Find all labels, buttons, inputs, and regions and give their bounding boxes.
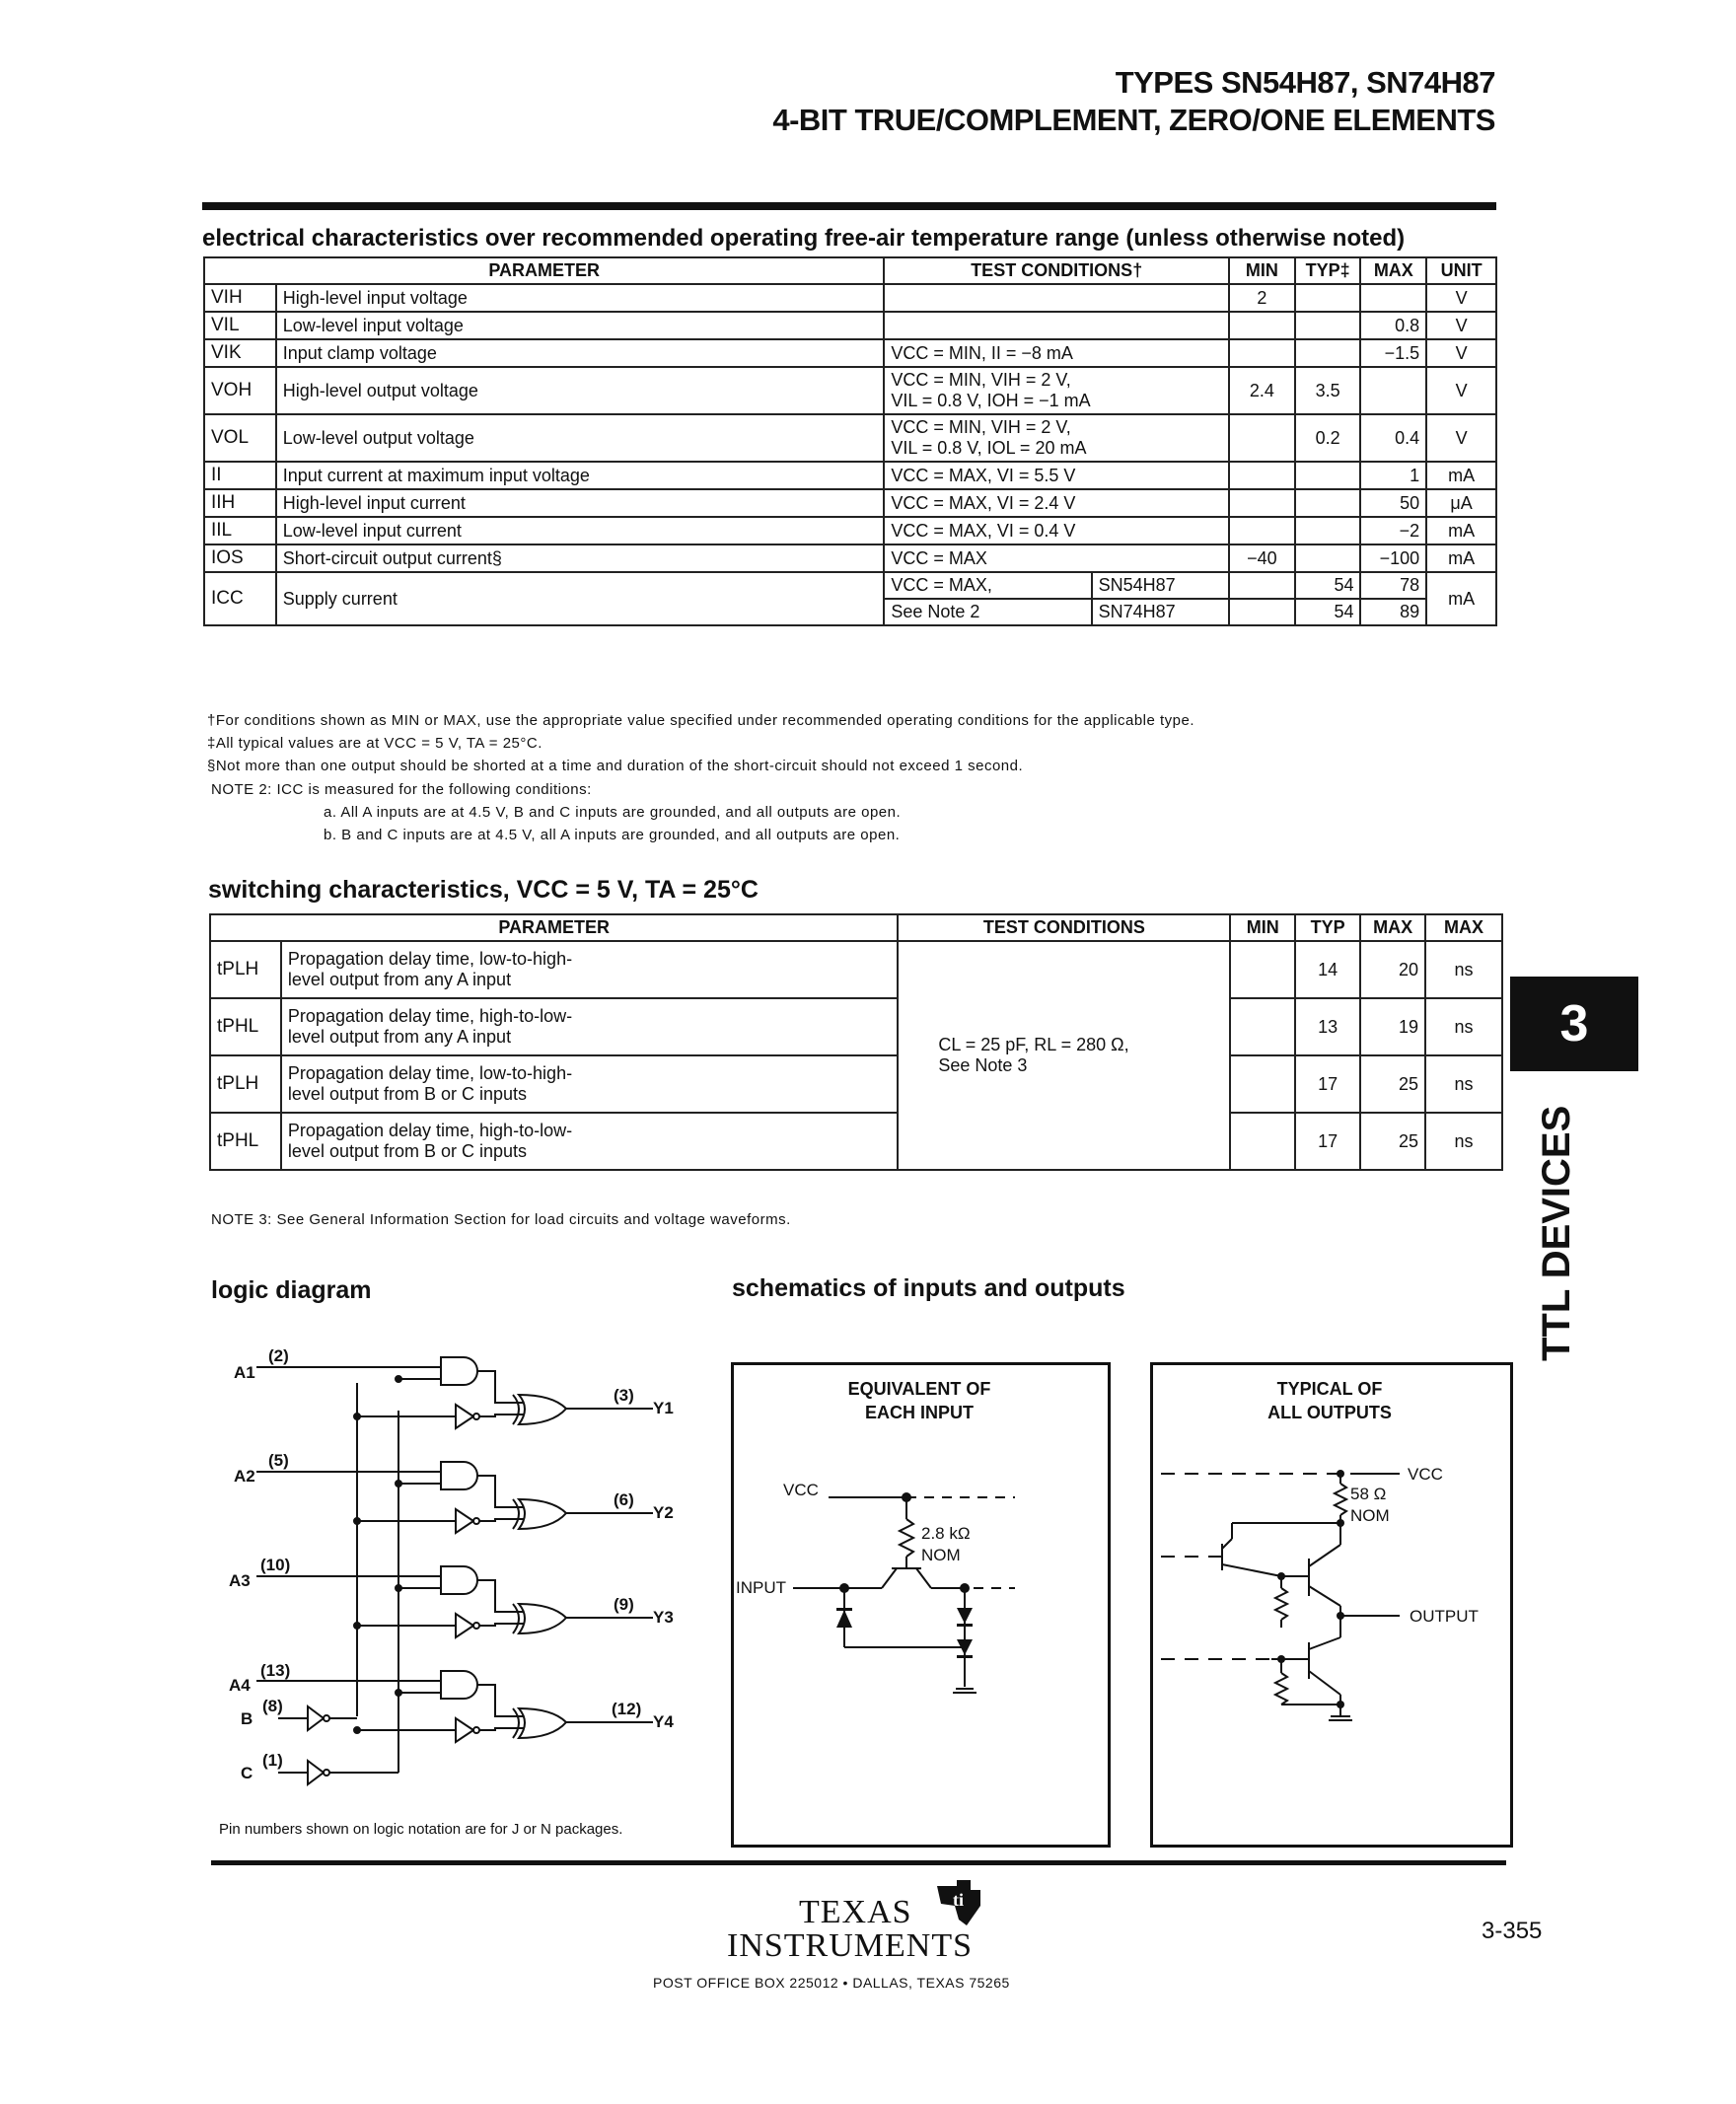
input-label-a3: A3 — [229, 1571, 251, 1590]
max-value: −1.5 — [1360, 339, 1426, 367]
input-pin-a1: (2) — [268, 1346, 289, 1365]
test-conditions — [884, 414, 1229, 462]
min-value — [1229, 462, 1295, 489]
param-description: Low-level input voltage — [276, 312, 885, 339]
footnote-2: ‡All typical values are at VCC = 5 V, TA = 25°C. — [207, 735, 542, 752]
section-label: TTL DEVICES — [1535, 1105, 1578, 1361]
bit-4-logic — [256, 1671, 653, 1742]
output-label-y1: Y1 — [653, 1399, 674, 1417]
param-description: High-level input voltage — [276, 284, 885, 312]
param-symbol: tPHL — [210, 998, 281, 1055]
and-gate — [441, 1357, 477, 1385]
input-label-a1: A1 — [234, 1363, 255, 1382]
unit-value: V — [1426, 367, 1496, 414]
typ-value: 3.5 — [1295, 367, 1361, 414]
inverter — [456, 1614, 473, 1637]
switching-title: switching characteristics, VCC = 5 V, TA = 25°C — [208, 876, 759, 904]
param-description: Input clamp voltage — [276, 339, 885, 367]
svg-text:ti: ti — [953, 1890, 964, 1910]
input-input-label: INPUT — [736, 1578, 786, 1597]
switching-row — [210, 1055, 1502, 1113]
col-unit: UNIT — [1426, 257, 1496, 284]
param-symbol: II — [204, 462, 276, 489]
max-value: −100 — [1360, 544, 1426, 572]
typ-value — [1295, 339, 1361, 367]
col-parameter: PARAMETER — [204, 257, 884, 284]
header-line1: TYPES SN54H87, SN74H87 — [1115, 65, 1495, 100]
param-description — [281, 1055, 898, 1113]
input-pin-a2: (5) — [268, 1451, 289, 1470]
xor-gate — [519, 1604, 566, 1633]
sw-col-typ: TYP — [1295, 914, 1360, 941]
max-value: −2 — [1360, 517, 1426, 544]
typ-value: 17 — [1295, 1055, 1360, 1113]
footnote-note2a: a. All A inputs are at 4.5 V, B and C inputs are grounded, and all outputs are open. — [324, 804, 902, 821]
electrical-row — [204, 414, 1496, 462]
bit-2-logic — [256, 1462, 653, 1533]
test-line-2: VIL = 0.8 V, IOH = −1 mA — [891, 391, 1091, 410]
min-value — [1229, 517, 1295, 544]
brand-line2: INSTRUMENTS — [727, 1927, 974, 1964]
sw-test-line-2: See Note 3 — [938, 1055, 1028, 1075]
typ-value: 54 — [1295, 572, 1361, 599]
param-description: Low-level output voltage — [276, 414, 885, 462]
min-value — [1230, 998, 1295, 1055]
footnote-1: †For conditions shown as MIN or MAX, use the appropriate value specified under recommended operating conditions for the applicable type. — [207, 712, 1195, 729]
typ-value: 54 — [1295, 599, 1361, 625]
input-pin-c: (1) — [262, 1751, 283, 1770]
buffer-c — [308, 1761, 329, 1784]
test-line-1: VCC = MIN, VIH = 2 V, — [891, 370, 1071, 390]
param-symbol: VOH — [204, 367, 276, 414]
page-number: 3-355 — [1482, 1918, 1543, 1944]
inverter — [456, 1718, 473, 1742]
param-description: High-level input current — [276, 489, 885, 517]
col-typ: TYP‡ — [1295, 257, 1361, 284]
bit-1-logic — [256, 1357, 653, 1428]
min-value: 2.4 — [1229, 367, 1295, 414]
sw-col-min: MIN — [1230, 914, 1295, 941]
switching-header-row — [210, 914, 1502, 941]
inverter — [456, 1405, 473, 1428]
param-symbol: VIL — [204, 312, 276, 339]
typ-value — [1295, 312, 1361, 339]
desc-line-2: level output from B or C inputs — [287, 1084, 528, 1104]
input-label-b: B — [241, 1709, 253, 1728]
input-pin-a4: (13) — [260, 1661, 291, 1680]
typ-value: 13 — [1295, 998, 1360, 1055]
and-gate — [441, 1462, 477, 1489]
unit-value: V — [1426, 284, 1496, 312]
logic-diagram — [219, 1332, 732, 1795]
unit-value: ns — [1425, 941, 1502, 998]
param-symbol: IOS — [204, 544, 276, 572]
param-description: Short-circuit output current§ — [276, 544, 885, 572]
input-pin-b: (8) — [262, 1697, 283, 1715]
max-value: 20 — [1360, 941, 1425, 998]
unit-value: mA — [1426, 572, 1496, 625]
input-schematic — [734, 1460, 1105, 1716]
logic-title: logic diagram — [211, 1276, 372, 1304]
output-vcc-label: VCC — [1408, 1465, 1443, 1484]
test-line-1: VCC = MAX, VI = 5.5 V — [891, 465, 1076, 485]
test-line-1: VCC = MIN, II = −8 mA — [891, 342, 1073, 363]
footer-address: POST OFFICE BOX 225012 • DALLAS, TEXAS 75265 — [653, 1975, 1010, 1991]
param-symbol: tPLH — [210, 941, 281, 998]
schematics-title: schematics of inputs and outputs — [732, 1274, 1125, 1302]
top-rule — [202, 202, 1496, 210]
xor-gate — [519, 1708, 566, 1738]
switching-row — [210, 998, 1502, 1055]
output-res-label: 58 Ω — [1350, 1485, 1387, 1503]
desc-line-1: Propagation delay time, low-to-high- — [287, 1063, 573, 1083]
param-description — [281, 941, 898, 998]
bottom-rule — [211, 1860, 1506, 1865]
xor-gate — [519, 1395, 566, 1424]
output-pin-y4: (12) — [612, 1700, 642, 1718]
min-value — [1230, 941, 1295, 998]
max-value — [1360, 367, 1426, 414]
bit-3-logic — [256, 1566, 653, 1637]
min-value — [1229, 312, 1295, 339]
min-value — [1230, 1055, 1295, 1113]
output-box-title1: TYPICAL OF — [1276, 1379, 1383, 1399]
typ-value — [1295, 462, 1361, 489]
unit-value: ns — [1425, 998, 1502, 1055]
test-conditions — [884, 284, 1229, 312]
typ-value — [1295, 517, 1361, 544]
desc-line-1: Propagation delay time, low-to-high- — [287, 949, 573, 969]
output-output-label: OUTPUT — [1410, 1607, 1479, 1626]
electrical-row — [204, 517, 1496, 544]
unit-value: mA — [1426, 517, 1496, 544]
param-symbol: VIK — [204, 339, 276, 367]
desc-line-1: Propagation delay time, high-to-low- — [287, 1121, 573, 1140]
param-description: High-level output voltage — [276, 367, 885, 414]
output-pin-y2: (6) — [614, 1490, 634, 1509]
test-line-1: VCC = MAX, VI = 2.4 V — [891, 492, 1076, 513]
electrical-row — [204, 339, 1496, 367]
min-value — [1229, 599, 1295, 625]
col-test-conditions: TEST CONDITIONS† — [884, 257, 1229, 284]
test-line-1: VCC = MAX, — [884, 572, 1091, 599]
buffer-b — [308, 1706, 329, 1730]
max-value: 50 — [1360, 489, 1426, 517]
output-pin-y3: (9) — [614, 1595, 634, 1614]
device-sn74: SN74H87 — [1092, 599, 1229, 625]
sw-col-test: TEST CONDITIONS — [898, 914, 1230, 941]
typ-value: 0.2 — [1295, 414, 1361, 462]
min-value — [1229, 572, 1295, 599]
unit-value: V — [1426, 339, 1496, 367]
min-value: 2 — [1229, 284, 1295, 312]
output-schematic — [1153, 1450, 1506, 1746]
typ-value — [1295, 544, 1361, 572]
note-3: NOTE 3: See General Information Section for load circuits and voltage waveforms. — [211, 1211, 791, 1228]
brand-line1: TEXAS — [799, 1894, 912, 1930]
unit-value: μA — [1426, 489, 1496, 517]
input-label-a2: A2 — [234, 1467, 255, 1486]
param-symbol: VIH — [204, 284, 276, 312]
input-box-title2: EACH INPUT — [864, 1403, 974, 1422]
typ-value: 14 — [1295, 941, 1360, 998]
electrical-row — [204, 544, 1496, 572]
param-description — [281, 998, 898, 1055]
test-line-1: VCC = MAX — [891, 547, 987, 568]
desc-line-1: Propagation delay time, high-to-low- — [287, 1006, 573, 1026]
test-conditions — [884, 339, 1229, 367]
max-value: 89 — [1360, 599, 1426, 625]
max-value: 25 — [1360, 1055, 1425, 1113]
desc-line-2: level output from B or C inputs — [287, 1141, 528, 1161]
unit-value: mA — [1426, 544, 1496, 572]
param-symbol: IIH — [204, 489, 276, 517]
footnote-3: §Not more than one output should be shorted at a time and duration of the short-circuit should not exceed 1 second. — [207, 758, 1024, 774]
xor-gate — [519, 1499, 566, 1529]
max-value: 25 — [1360, 1113, 1425, 1170]
param-symbol: VOL — [204, 414, 276, 462]
test-conditions — [884, 517, 1229, 544]
device-sn54: SN54H87 — [1092, 572, 1229, 599]
input-pin-a3: (10) — [260, 1556, 291, 1574]
input-nom-label: NOM — [921, 1546, 961, 1564]
output-nom-label: NOM — [1350, 1506, 1390, 1525]
unit-value: ns — [1425, 1113, 1502, 1170]
typ-value — [1295, 284, 1361, 312]
param-symbol: tPLH — [210, 1055, 281, 1113]
param-symbol: ICC — [204, 572, 276, 625]
unit-value: mA — [1426, 462, 1496, 489]
max-value: 19 — [1360, 998, 1425, 1055]
and-gate — [441, 1566, 477, 1594]
and-gate — [441, 1671, 477, 1699]
unit-value: V — [1426, 414, 1496, 462]
col-min: MIN — [1229, 257, 1295, 284]
param-description: Input current at maximum input voltage — [276, 462, 885, 489]
section-tab: 3 — [1510, 977, 1638, 1071]
inverter — [456, 1509, 473, 1533]
switching-test-conditions — [898, 941, 1230, 1170]
min-value — [1229, 414, 1295, 462]
max-value: 78 — [1360, 572, 1426, 599]
desc-line-2: level output from any A input — [287, 1027, 512, 1047]
param-description: Low-level input current — [276, 517, 885, 544]
test-conditions — [884, 367, 1229, 414]
desc-line-2: level output from any A input — [287, 970, 512, 989]
min-value — [1229, 339, 1295, 367]
min-value — [1229, 489, 1295, 517]
max-value — [1360, 284, 1426, 312]
input-label-a4: A4 — [229, 1676, 251, 1695]
test-conditions — [884, 462, 1229, 489]
input-res-label: 2.8 kΩ — [921, 1524, 971, 1543]
header-line2: 4-BIT TRUE/COMPLEMENT, ZERO/ONE ELEMENTS — [772, 103, 1495, 137]
electrical-header-row — [204, 257, 1496, 284]
max-value: 0.4 — [1360, 414, 1426, 462]
electrical-table — [203, 256, 1497, 626]
typ-value: 17 — [1295, 1113, 1360, 1170]
switching-row — [210, 1113, 1502, 1170]
test-conditions — [884, 312, 1229, 339]
electrical-row — [204, 367, 1496, 414]
param-symbol: IIL — [204, 517, 276, 544]
unit-value: V — [1426, 312, 1496, 339]
input-vcc-label: VCC — [783, 1481, 819, 1499]
logic-caption: Pin numbers shown on logic notation are for J or N packages. — [219, 1821, 623, 1838]
electrical-title: electrical characteristics over recommended operating free-air temperature range (unless otherwise noted) — [202, 225, 1406, 252]
test-line-1: VCC = MAX, VI = 0.4 V — [891, 520, 1076, 541]
param-description — [281, 1113, 898, 1170]
switching-table — [209, 913, 1503, 1171]
output-label-y4: Y4 — [653, 1712, 674, 1731]
switching-row — [210, 941, 1502, 998]
electrical-row — [204, 462, 1496, 489]
test-line-2: VIL = 0.8 V, IOL = 20 mA — [891, 438, 1087, 458]
min-value: −40 — [1229, 544, 1295, 572]
electrical-row — [204, 489, 1496, 517]
min-value — [1230, 1113, 1295, 1170]
max-value: 0.8 — [1360, 312, 1426, 339]
input-box-title1: EQUIVALENT OF — [847, 1379, 991, 1399]
typ-value — [1295, 489, 1361, 517]
param-description: Supply current — [276, 572, 885, 625]
test-line-2: See Note 2 — [884, 599, 1091, 625]
test-conditions — [884, 489, 1229, 517]
output-label-y2: Y2 — [653, 1503, 674, 1522]
output-label-y3: Y3 — [653, 1608, 674, 1627]
ti-logo — [931, 1876, 986, 1931]
col-max: MAX — [1360, 257, 1426, 284]
sw-col-unit: MAX — [1425, 914, 1502, 941]
sw-test-line-1: CL = 25 pF, RL = 280 Ω, — [938, 1035, 1129, 1054]
sw-col-max: MAX — [1360, 914, 1425, 941]
test-conditions — [884, 544, 1229, 572]
input-label-c: C — [241, 1764, 253, 1782]
footnote-note2: NOTE 2: ICC is measured for the following conditions: — [211, 781, 592, 798]
output-box-title2: ALL OUTPUTS — [1267, 1403, 1392, 1422]
max-value: 1 — [1360, 462, 1426, 489]
footnote-note2b: b. B and C inputs are at 4.5 V, all A inputs are grounded, and all outputs are open. — [324, 827, 901, 843]
unit-value: ns — [1425, 1055, 1502, 1113]
electrical-row — [204, 312, 1496, 339]
sw-col-parameter: PARAMETER — [210, 914, 898, 941]
test-line-1: VCC = MIN, VIH = 2 V, — [891, 417, 1071, 437]
output-pin-y1: (3) — [614, 1386, 634, 1405]
electrical-row-icc — [204, 572, 1496, 599]
electrical-row — [204, 284, 1496, 312]
param-symbol: tPHL — [210, 1113, 281, 1170]
